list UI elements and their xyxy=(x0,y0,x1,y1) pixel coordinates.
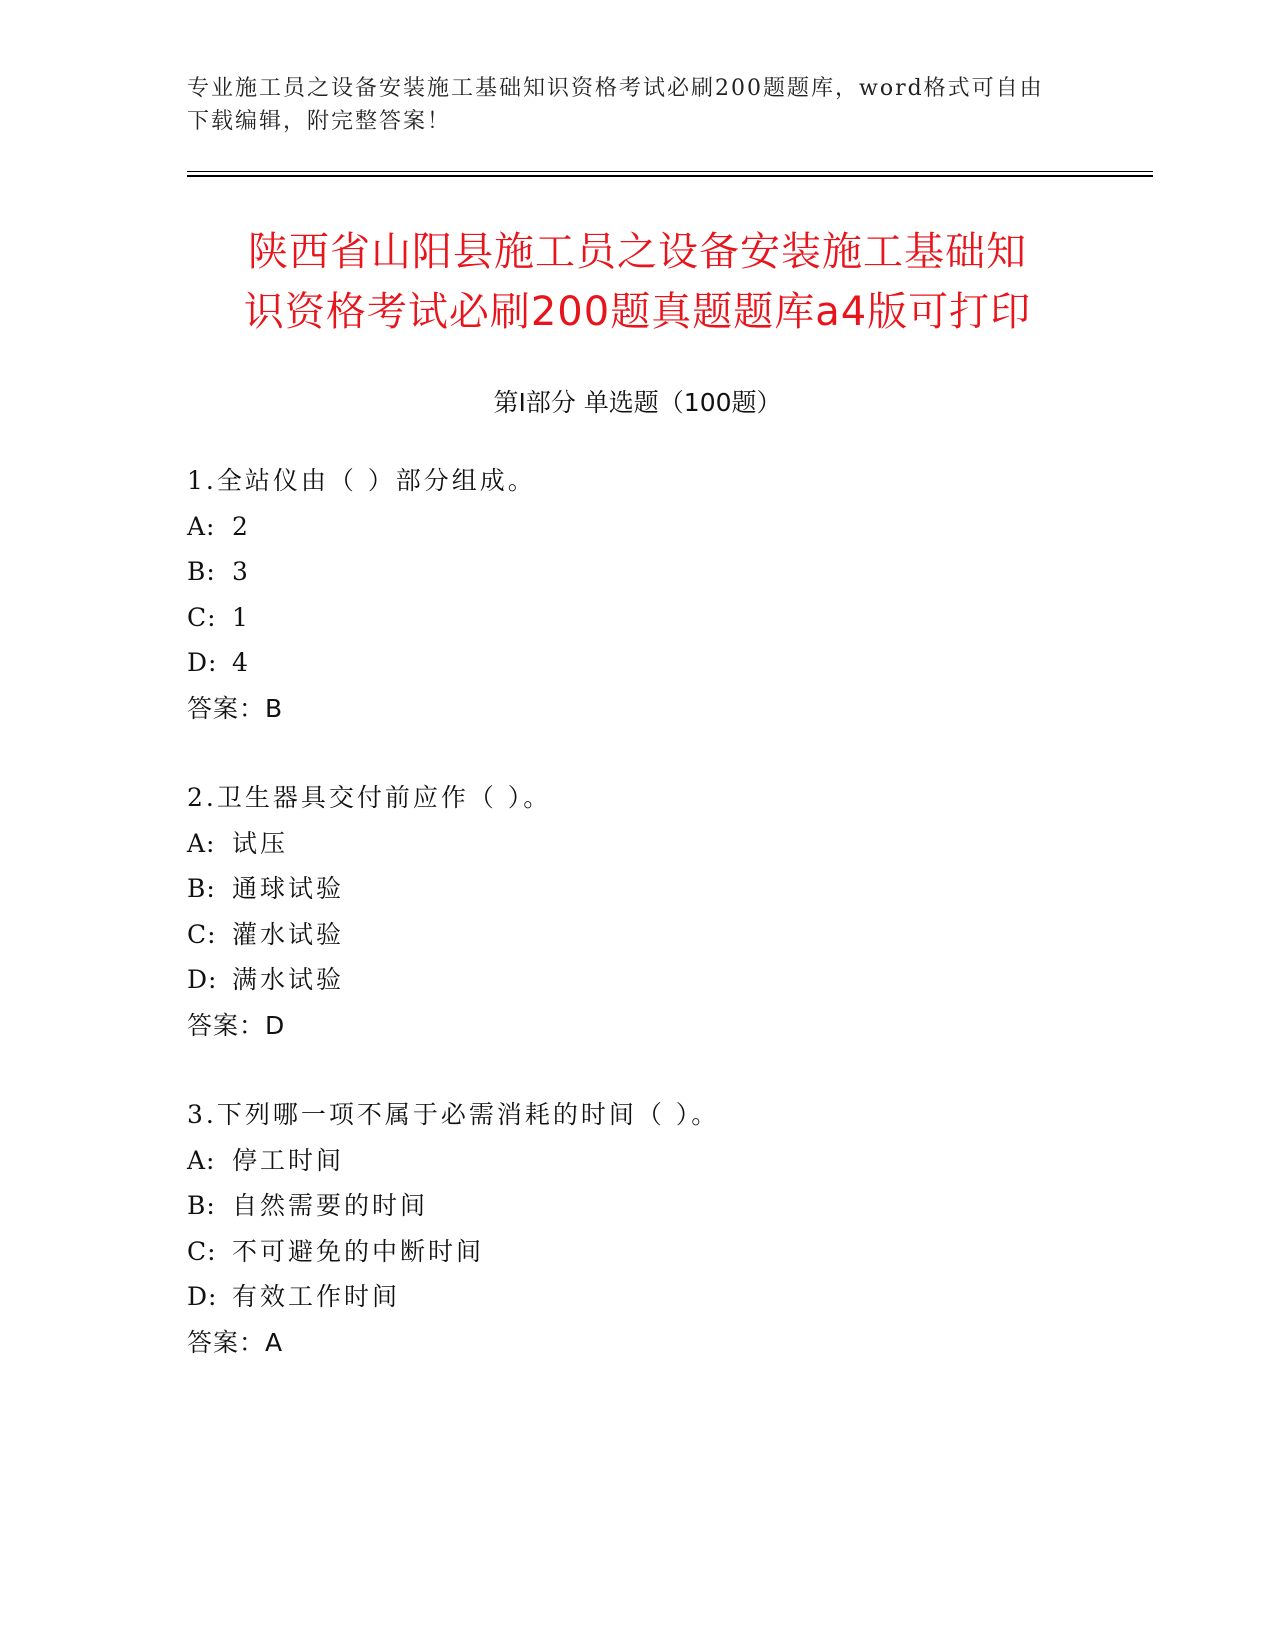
answer-line: 答案：B xyxy=(187,693,284,723)
header-note-line-1: 专业施工员之设备安装施工基础知识资格考试必刷200题题库，word格式可自由 xyxy=(187,76,1044,101)
document-title-line-2: 识资格考试必刷200题真题题库a4版可打印 xyxy=(243,289,1032,335)
section-title: 第Ⅰ部分 单选题（100题） xyxy=(493,388,782,417)
option-letter: D: xyxy=(187,965,218,994)
document-title xyxy=(140,222,1135,342)
option-line xyxy=(187,549,1167,595)
option-text: 灌水试验 xyxy=(232,919,345,949)
header-note-line-2: 下载编辑，附完整答案！ xyxy=(187,109,452,134)
option-letter: A: xyxy=(187,511,216,541)
option-line xyxy=(187,821,1167,867)
option-letter: A: xyxy=(187,828,216,858)
question-stem: 2.卫生器具交付前应作（ ）。 xyxy=(187,783,552,812)
question-item xyxy=(187,1092,1167,1365)
option-text: 通球试验 xyxy=(232,874,345,903)
option-letter: C: xyxy=(187,919,217,949)
option-line xyxy=(187,912,1167,958)
answer-line: 答案：D xyxy=(187,1010,286,1040)
option-letter: C: xyxy=(187,602,217,632)
option-text: 停工时间 xyxy=(232,1145,345,1175)
option-line xyxy=(187,1138,1167,1184)
option-text: 有效工作时间 xyxy=(232,1282,401,1311)
question-item xyxy=(187,775,1167,1048)
option-line xyxy=(187,595,1167,641)
option-letter: B: xyxy=(187,874,216,903)
option-letter: C: xyxy=(187,1236,217,1266)
option-text: 自然需要的时间 xyxy=(232,1191,429,1220)
option-line xyxy=(187,957,1167,1003)
option-letter: D: xyxy=(187,1282,218,1311)
option-letter: B: xyxy=(187,1191,216,1220)
option-line xyxy=(187,504,1167,550)
option-text: 试压 xyxy=(232,828,289,858)
option-text: 不可避免的中断时间 xyxy=(232,1236,485,1266)
header-divider-top xyxy=(187,171,1153,172)
option-letter: B: xyxy=(187,557,216,586)
option-text: 1 xyxy=(232,602,251,632)
option-text: 4 xyxy=(232,648,251,677)
option-letter: D: xyxy=(187,648,218,677)
option-letter: A: xyxy=(187,1145,216,1175)
option-line xyxy=(187,1183,1167,1229)
question-stem: 1.全站仪由（ ）部分组成。 xyxy=(187,466,536,495)
option-line xyxy=(187,866,1167,912)
option-line xyxy=(187,1274,1167,1320)
question-item xyxy=(187,458,1167,731)
document-title-line-1: 陕西省山阳县施工员之设备安装施工基础知 xyxy=(248,229,1027,275)
header-note xyxy=(187,72,1087,138)
answer-line: 答案：A xyxy=(187,1327,284,1357)
option-text: 3 xyxy=(232,557,251,586)
header-divider-bottom xyxy=(187,175,1153,177)
option-line xyxy=(187,1229,1167,1275)
option-line xyxy=(187,640,1167,686)
question-stem: 3.下列哪一项不属于必需消耗的时间（ ）。 xyxy=(187,1100,720,1129)
option-text: 2 xyxy=(232,511,251,541)
option-text: 满水试验 xyxy=(232,965,345,994)
